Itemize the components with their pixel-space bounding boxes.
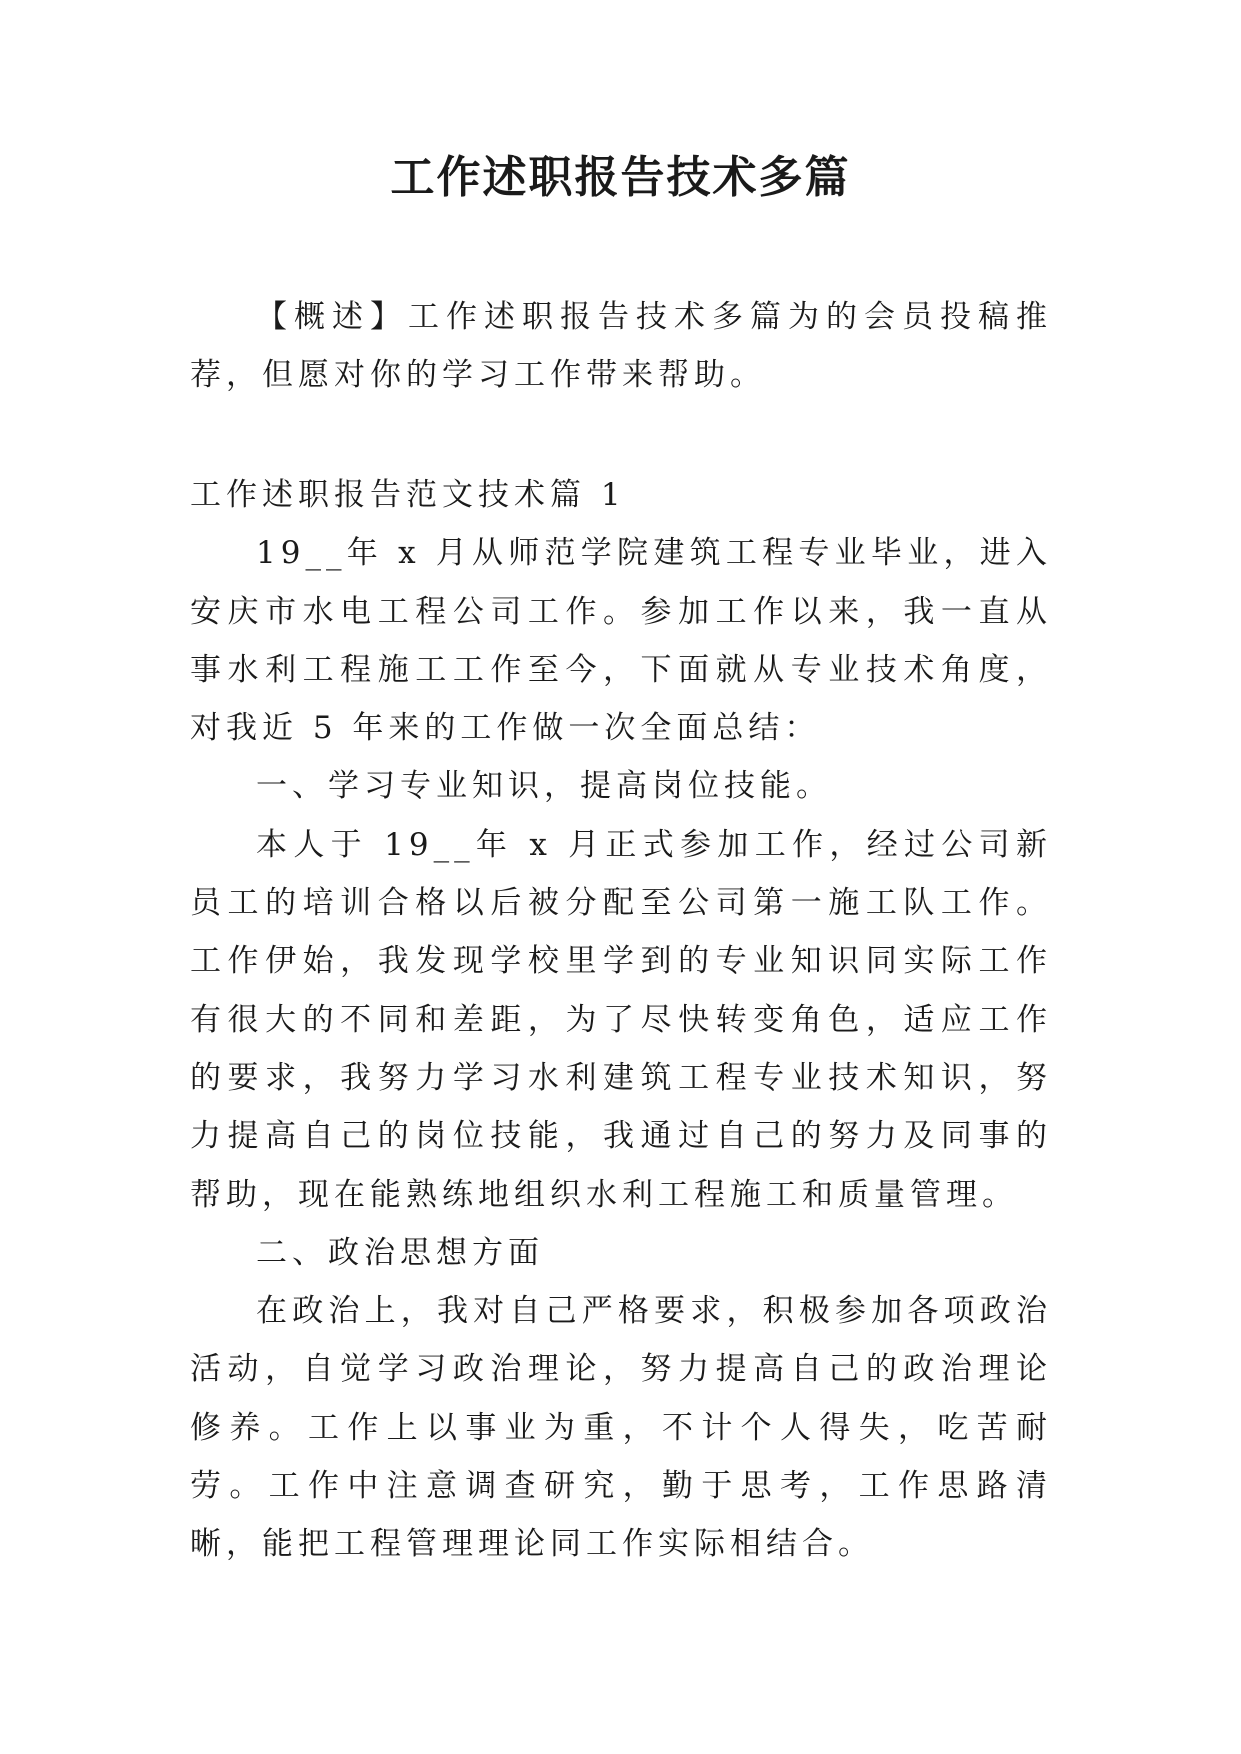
section-heading: 工作述职报告范文技术篇 1 [190, 477, 626, 513]
body-paragraph: 19__年 x 月从师范学院建筑工程专业毕业，进入安庆市水电工程公司工作。参加工作以来，我一直从事水利工程施工工作至今，下面就从专业技术角度，对我近 5 年来的工作做一次全面总结： [190, 535, 1052, 747]
body-paragraph: 本人于 19__年 x 月正式参加工作，经过公司新员工的培训合格以后被分配至公司第一施工队工作。工作伊始，我发现学校里学到的专业知识同实际工作有很大的不同和差距，为了尽快转变角色，适应工作的要求，我努力学习水利建筑工程专业技术知识，努力提高自己的岗位技能，我通过自己的努力及同事的帮助，现在能熟练地组织水利工程施工和质量管理。 [190, 826, 1052, 1213]
subheading-politics: 二、政治思想方面 [256, 1234, 544, 1271]
document-title: 工作述职报告技术多篇 [390, 152, 851, 203]
body-paragraph: 在政治上，我对自己严格要求，积极参加各项政治活动，自觉学习政治理论，努力提高自己的政治理论修养。工作上以事业为重，不计个人得失，吃苦耐劳。工作中注意调查研究，勤于思考，工作思路清晰，能把工程管理理论同工作实际相结合。 [190, 1293, 1052, 1563]
subheading-study: 一、学习专业知识，提高岗位技能。 [256, 768, 832, 805]
section-body [190, 466, 1052, 1574]
abstract-paragraph: 【概述】工作述职报告技术多篇为的会员投稿推荐，但愿对你的学习工作带来帮助。 [190, 299, 1052, 393]
